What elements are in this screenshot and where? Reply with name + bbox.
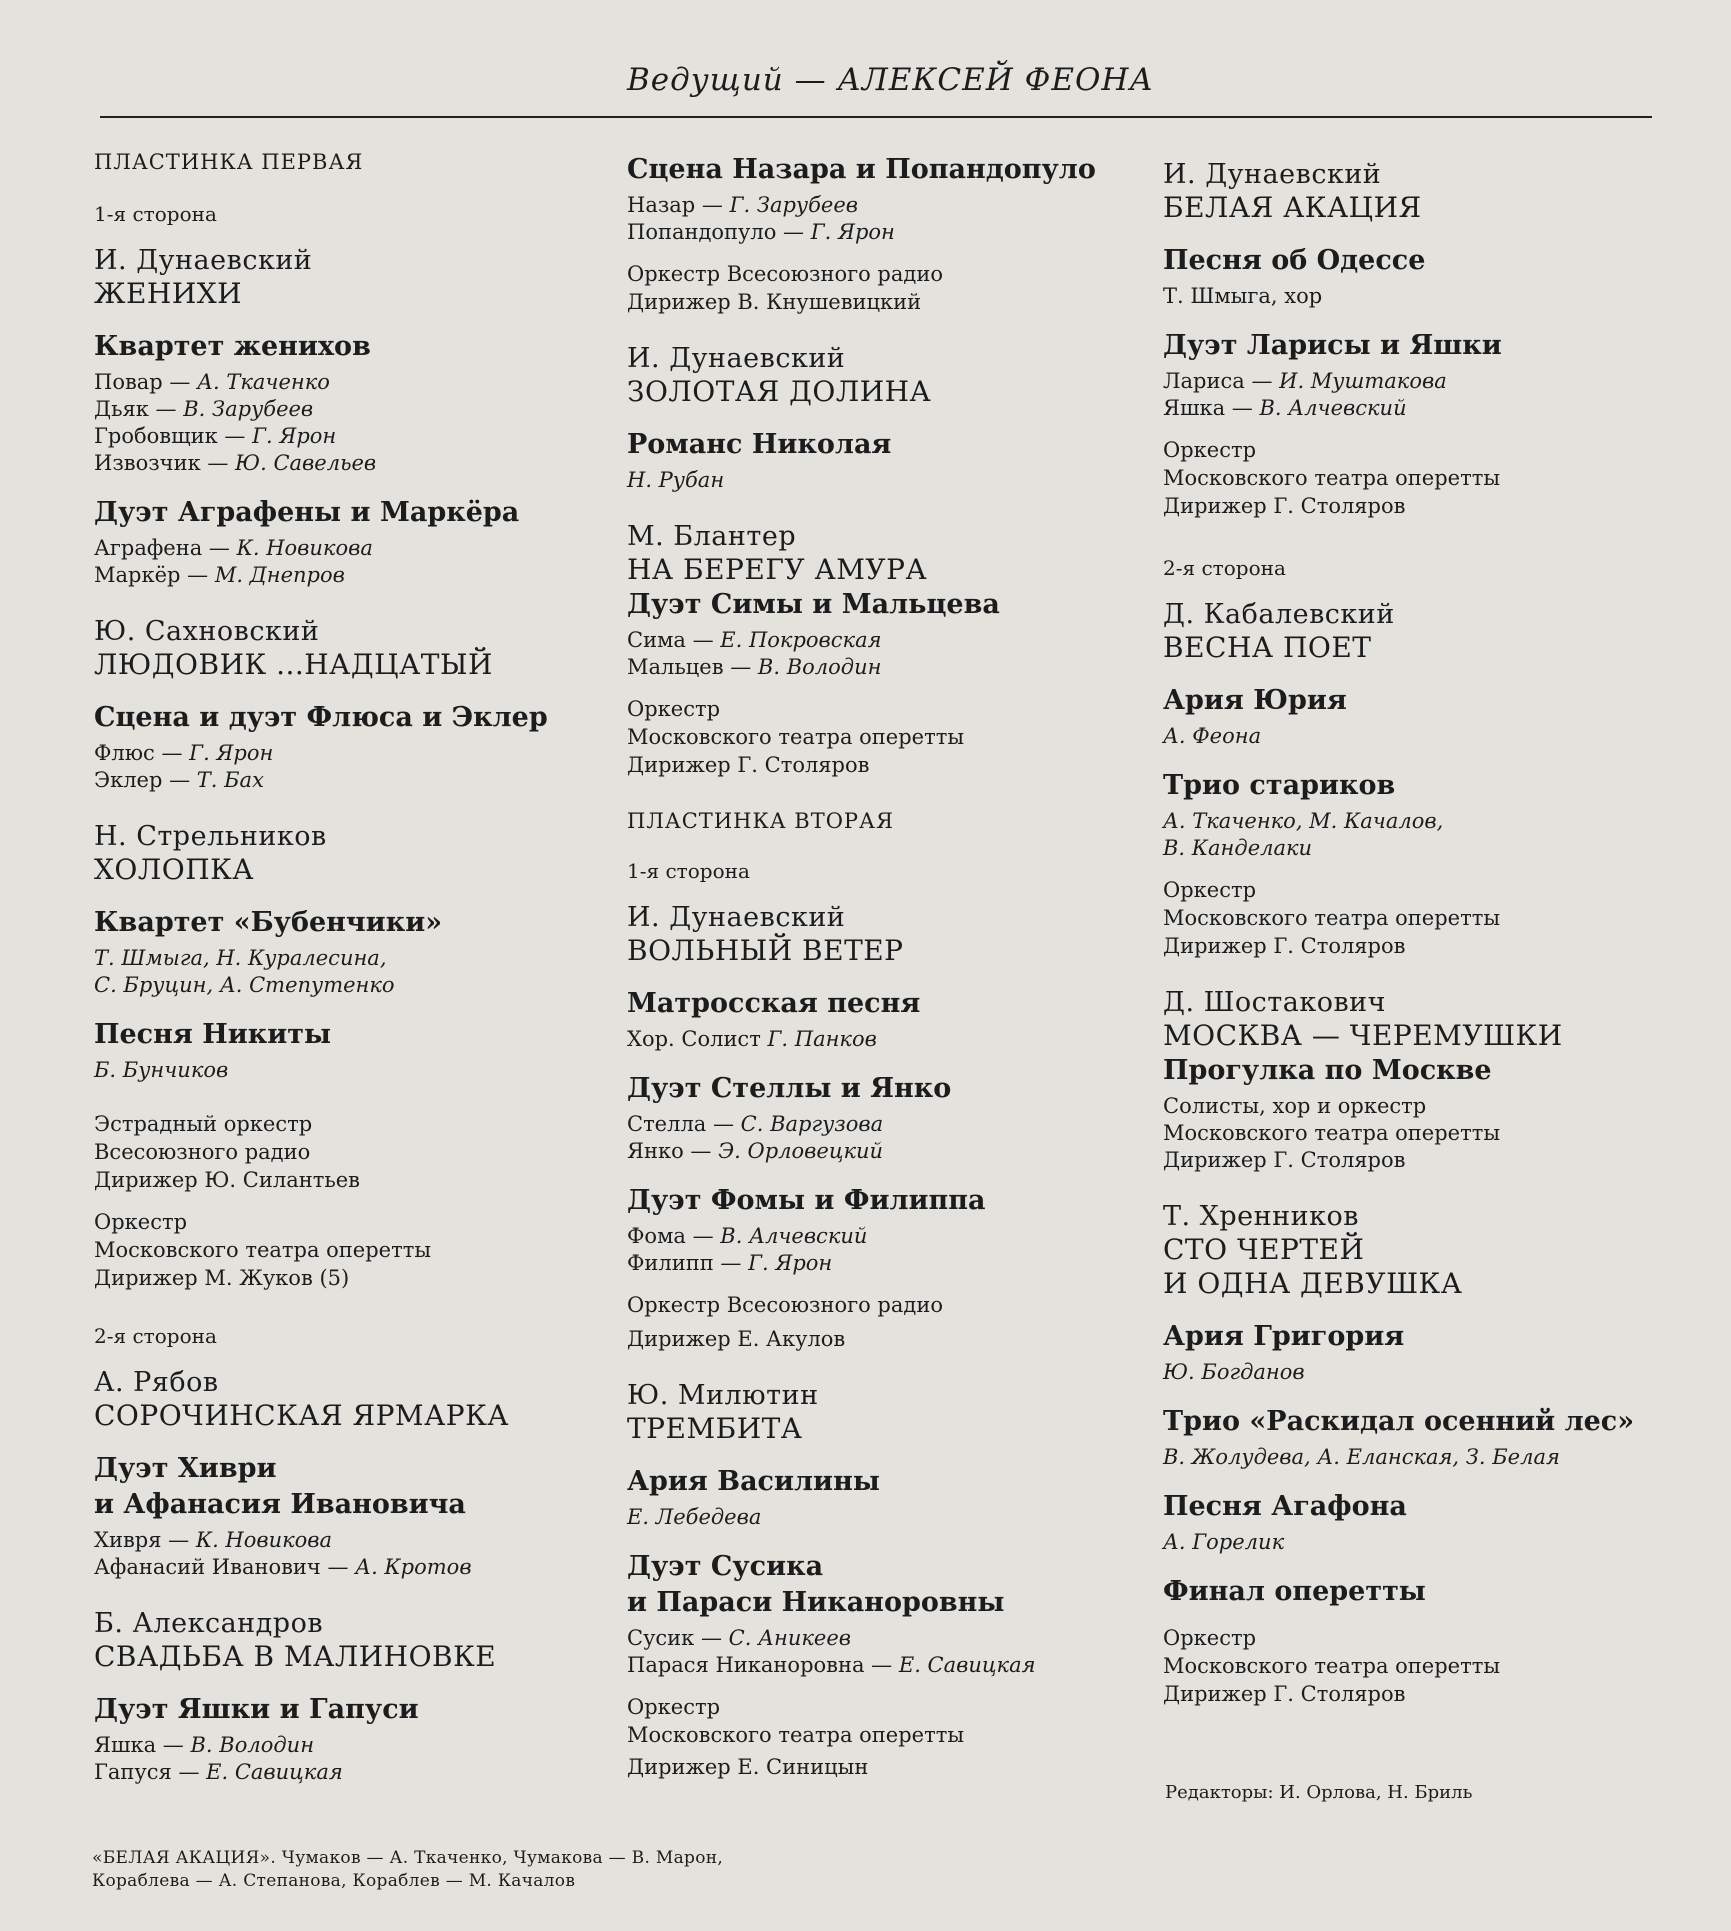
number-title: Дуэт Симы и Мальцева [627,589,1000,620]
number-title: Ария Юрия [1163,685,1347,716]
orchestra-credit: Оркестр Московского театра оперетты Дирижер Г. Столяров [1163,438,1501,518]
plate-title: ПЛАСТИНКА ПЕРВАЯ [94,150,364,174]
column-2 [627,152,1147,1781]
number-title: Прогулка по Москве [1163,1055,1492,1086]
number-title: Дуэт Хиври и Афанасия Ивановича [94,1453,466,1520]
performer-list: Аграфена — К. Новикова Маркёр — М. Днепров [94,536,373,587]
performer-list: Сима — Е. Покровская Мальцев — В. Володин [627,628,882,679]
work-title: СВАДЬБА В МАЛИНОВКЕ [94,1640,497,1673]
work-title: ЗОЛОТАЯ ДОЛИНА [627,375,932,408]
work-title: СОРОЧИНСКАЯ ЯРМАРКА [94,1399,510,1432]
number-title: Ария Григория [1163,1321,1405,1352]
composer: И. Дунаевский [1163,159,1382,190]
performer: Ю. Богданов [1163,1360,1305,1384]
footer-cast-note: «БЕЛАЯ АКАЦИЯ». Чумаков — А. Ткаченко, Чумакова — В. Марон, Кораблева — А. Степанова, Кораблев — М. Качалов [92,1848,724,1891]
performer: А. Горелик [1163,1530,1285,1554]
performer-list: Сусик — С. Аникеев Парася Никаноровна — Е. Савицкая [627,1626,1036,1677]
side-label: 1-я сторона [627,859,750,883]
performer: Б. Бунчиков [94,1058,229,1082]
column-1 [94,150,614,1786]
work-title: МОСКВА — ЧЕРЕМУШКИ [1163,1019,1563,1052]
number-title: Дуэт Стеллы и Янко [627,1073,952,1104]
performer-list: Яшка — В. Володин Гапуся — Е. Савицкая [94,1733,343,1784]
composer: И. Дунаевский [627,343,846,374]
number-title: Квартет женихов [94,331,371,362]
work-title: ХОЛОПКА [94,853,255,886]
orchestra-credit: Оркестр Московского театра оперетты Дирижер М. Жуков (5) [94,1210,432,1290]
side-label: 2-я сторона [1163,556,1286,580]
number-title: Дуэт Аграфены и Маркёра [94,497,520,528]
work-title: И ОДНА ДЕВУШКА [1163,1267,1463,1300]
performer-list: Флюс — Г. Ярон Эклер — Т. Бах [94,741,274,792]
performer-list: Стелла — С. Варгузова Янко — Э. Орловецкий [627,1112,884,1163]
number-title: Ария Василины [627,1466,880,1497]
composer: М. Блантер [627,521,797,552]
performer: Е. Лебедева [627,1505,762,1529]
work-title: СТО ЧЕРТЕЙ [1163,1233,1365,1266]
composer: Б. Александров [94,1608,324,1639]
work-title: ЛЮДОВИК ...НАДЦАТЫЙ [94,648,493,681]
work-title: ТРЕМБИТА [627,1412,803,1445]
orchestra-credit: Эстрадный оркестр Всесоюзного радио Дирижер Ю. Силантьев [94,1112,361,1192]
performer-list: Назар — Г. Зарубеев Попандопуло — Г. Ярон [627,193,895,244]
header-rule [100,116,1652,118]
number-title: Дуэт Сусика и Параси Никаноровны [627,1551,1005,1618]
number-title: Дуэт Ларисы и Яшки [1163,330,1502,361]
number-title: Матросская песня [627,988,921,1019]
work-title: НА БЕРЕГУ АМУРА [627,553,928,586]
composer: А. Рябов [94,1367,219,1398]
number-title: Песня Агафона [1163,1491,1407,1522]
number-title: Песня об Одессе [1163,245,1426,276]
performer: Хор. Солист Г. Панков [627,1027,877,1051]
number-title: Дуэт Яшки и Гапуси [94,1694,419,1725]
composer: И. Дунаевский [94,245,313,276]
composer: Д. Кабалевский [1163,599,1395,630]
performer: Н. Рубан [627,468,725,492]
orchestra-credit: Оркестр Всесоюзного радио Дирижер Е. Акулов [627,1293,943,1351]
performer-list: Т. Шмыга, Н. Куралесина, С. Бруцин, А. Степутенко [94,946,395,997]
composer: Ю. Сахновский [94,616,320,647]
number-title: Финал оперетты [1163,1576,1426,1607]
orchestra-credit: Оркестр Всесоюзного радио Дирижер В. Кнушевицкий [627,262,943,314]
number-title: Сцена и дуэт Флюса и Эклер [94,702,548,733]
number-title: Романс Николая [627,429,892,460]
performer-list: Фома — В. Алчевский Филипп — Г. Ярон [627,1224,868,1275]
number-title: Трио стариков [1163,770,1396,801]
work-title: ЖЕНИХИ [94,277,243,310]
composer: Т. Хренников [1163,1201,1359,1232]
performer-list: Повар — А. Ткаченко Дьяк — В. Зарубеев Гробовщик — Г. Ярон Извозчик — Ю. Савельев [94,370,377,475]
number-title: Песня Никиты [94,1019,332,1050]
work-title: ВЕСНА ПОЕТ [1163,631,1372,664]
number-title: Сцена Назара и Попандопуло [627,154,1096,185]
number-title: Квартет «Бубенчики» [94,907,443,938]
performer: Т. Шмыга, хор [1163,284,1323,308]
orchestra-credit: Оркестр Московского театра оперетты Дирижер Г. Столяров [627,697,965,777]
plate-title: ПЛАСТИНКА ВТОРАЯ [627,809,894,833]
performer: А. Феона [1163,724,1262,748]
composer: Ю. Милютин [627,1380,819,1411]
side-label: 2-я сторона [94,1324,217,1348]
orchestra-credit: Оркестр Московского театра оперетты Дирижер Г. Столяров [1163,1626,1501,1706]
orchestra-credit: Оркестр Московского театра оперетты Дирижер Г. Столяров [1163,878,1501,958]
number-title: Дуэт Фомы и Филиппа [627,1185,986,1216]
work-title: БЕЛАЯ АКАЦИЯ [1163,191,1422,224]
side-label: 1-я сторона [94,202,217,226]
composer: Н. Стрельников [94,821,327,852]
performer-list: А. Ткаченко, М. Качалов, В. Канделаки [1163,809,1444,860]
column-3 [1163,158,1683,1708]
orchestra-credit: Оркестр Московского театра оперетты Дирижер Е. Синицын [627,1695,965,1779]
orchestra-credit: Солисты, хор и оркестр Московского театра оперетты Дирижер Г. Столяров [1163,1094,1501,1172]
work-title: ВОЛЬНЫЙ ВЕТЕР [627,934,904,967]
number-title: Трио «Раскидал осенний лес» [1163,1406,1635,1437]
host-heading: Ведущий — АЛЕКСЕЙ ФЕОНА [627,62,1154,98]
performer-list: Хивря — К. Новикова Афанасий Иванович — А. Кротов [94,1528,472,1579]
performer: В. Жолудева, А. Еланская, З. Белая [1163,1445,1560,1469]
editors-credit: Редакторы: И. Орлова, Н. Бриль [1165,1782,1473,1803]
composer: Д. Шостакович [1163,987,1387,1018]
composer: И. Дунаевский [627,902,846,933]
performer-list: Лариса — И. Муштакова Яшка — В. Алчевский [1163,369,1447,420]
